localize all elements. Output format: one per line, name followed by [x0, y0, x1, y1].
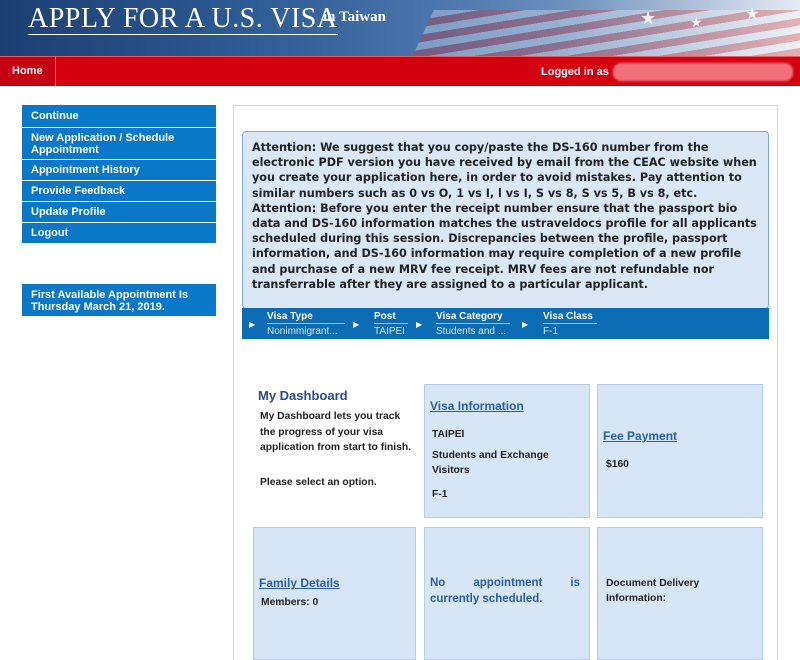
step-label: Post — [374, 311, 396, 322]
fee-payment-link[interactable]: Fee Payment — [603, 429, 678, 443]
appointment-status — [430, 575, 580, 607]
appointment-status-word: appointment — [473, 577, 543, 589]
site-country: in Taiwan — [323, 9, 386, 25]
visa-information-card — [424, 384, 590, 518]
step-label: Visa Class — [543, 311, 593, 322]
top-nav — [0, 56, 800, 86]
family-members: Members: 0 — [261, 597, 319, 608]
sidebar-item-new-application[interactable]: New Application / Schedule Appointment — [22, 128, 216, 160]
appointment-status-word: is — [570, 577, 580, 589]
redacted-username — [613, 63, 793, 81]
family-details-card — [253, 527, 416, 660]
sidebar-item-logout[interactable]: Logout — [22, 223, 216, 244]
logged-in-label: Logged in as — [541, 66, 609, 78]
header-banner — [0, 0, 800, 56]
sidebar-item-update-profile[interactable]: Update Profile — [22, 202, 216, 223]
step-arrow-icon: ▶ — [249, 320, 256, 329]
sidebar-item-provide-feedback[interactable]: Provide Feedback — [22, 181, 216, 202]
document-delivery-card — [597, 527, 763, 660]
step-label: Visa Category — [436, 311, 503, 322]
sidebar-menu — [22, 105, 216, 244]
site-title: APPLY FOR A U.S. VISA — [28, 3, 338, 34]
star-icon: ★ — [640, 8, 657, 28]
step-value: TAIPEI — [374, 323, 408, 338]
step-arrow-icon: ▶ — [416, 320, 423, 329]
star-icon: ★ — [690, 14, 703, 30]
visa-progress-bar — [242, 308, 769, 339]
dashboard-description: My Dashboard lets you track the progress of your visa application from start to finish. — [260, 411, 412, 453]
step-arrow-icon: ▶ — [353, 320, 360, 329]
step-visa-type — [267, 310, 345, 338]
document-delivery-label: Document Delivery Information: — [606, 578, 700, 604]
step-arrow-icon: ▶ — [522, 320, 529, 329]
appointment-status-line2: currently scheduled. — [430, 593, 543, 605]
sidebar-item-appointment-history[interactable]: Appointment History — [22, 160, 216, 181]
step-value: F-1 — [543, 323, 597, 338]
visa-category: Students and Exchange Visitors — [432, 450, 549, 476]
step-value: Students and ... — [436, 323, 510, 338]
dashboard-title: My Dashboard — [258, 388, 348, 403]
first-available-appointment: First Available Appointment Is Thursday March 21, 2019. — [22, 284, 216, 316]
step-post — [374, 310, 408, 338]
visa-post: TAIPEI — [432, 429, 465, 440]
step-label: Visa Type — [267, 311, 313, 322]
home-link[interactable]: Home — [0, 57, 56, 86]
star-icon: ★ — [745, 6, 760, 23]
visa-information-link[interactable]: Visa Information — [430, 399, 524, 413]
appointment-card — [424, 527, 590, 660]
step-value: Nonimmigrant... — [267, 323, 345, 338]
visa-class: F-1 — [432, 489, 448, 500]
appointment-status-word: No — [430, 577, 446, 589]
step-visa-category — [436, 310, 510, 338]
dashboard-prompt: Please select an option. — [260, 477, 377, 488]
family-details-link[interactable]: Family Details — [259, 576, 340, 590]
flag-decoration — [406, 10, 800, 56]
fee-amount: $160 — [606, 459, 629, 470]
step-visa-class — [543, 310, 597, 338]
fee-payment-card — [597, 384, 763, 518]
sidebar-item-continue[interactable]: Continue — [22, 105, 216, 128]
attention-notice: Attention: We suggest that you copy/paste the DS-160 number from the electronic PDF version you have received by email from the CEAC website when you create your application here, in order to avoid mistakes. Pay attention to similar numbers such as 0 vs O, 1 vs I, l vs I, S vs 8, S vs 5, B vs 8, etc. Attention: Before you enter the receipt number ensure that the passport bio data and DS-160 information matches the ustraveldocs profile for all applicants scheduled during this session. Discrepancies between the profile, passport information, and DS-160 information may require completion of a new profile and purchase of a new MRV fee receipt. MRV fees are not refundable nor transferrable after they are assigned to a particular applicant. — [242, 131, 769, 309]
